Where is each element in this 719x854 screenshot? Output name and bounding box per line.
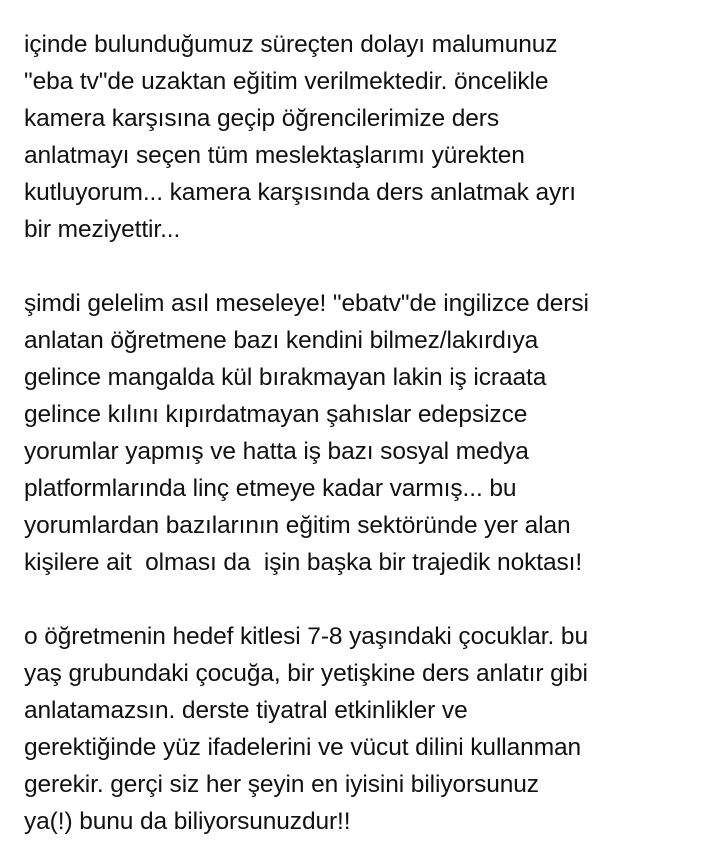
text-line: gerektiğinde yüz ifadelerini ve vücut dilini kullanman: [24, 734, 582, 761]
paragraph-3: [24, 618, 719, 840]
text-line: şimdi gelelim asıl meseleye! "ebatv"de ingilizce dersi: [24, 290, 589, 317]
paragraph-1: [24, 26, 719, 248]
text-line: bir meziyettir...: [24, 216, 181, 243]
text-line: kişilere ait olması da işin başka bir trajedik noktası!: [24, 549, 583, 576]
text-line: platformlarında linç etmeye kadar varmış... bu: [24, 475, 517, 502]
text-line: yorumlardan bazılarının eğitim sektöründe yer alan: [24, 512, 571, 539]
text-line: gelince kılını kıpırdatmayan şahıslar edepsizce: [24, 401, 528, 428]
text-line: gelince mangalda kül bırakmayan lakin iş icraata: [24, 364, 547, 391]
text-line: anlatmayı seçen tüm meslektaşlarımı yürekten: [24, 142, 525, 169]
text-line: anlatamazsın. derste tiyatral etkinlikler ve: [24, 697, 468, 724]
paragraph-2: [24, 285, 719, 581]
text-line: yorumlar yapmış ve hatta iş bazı sosyal medya: [24, 438, 529, 465]
text-line: yaş grubundaki çocuğa, bir yetişkine ders anlatır gibi: [24, 660, 588, 687]
text-line: anlatan öğretmene bazı kendini bilmez/lakırdıya: [24, 327, 539, 354]
text-line: gerekir. gerçi siz her şeyin en iyisini biliyorsunuz: [24, 771, 539, 798]
text-line: kutluyorum... kamera karşısında ders anlatmak ayrı: [24, 179, 576, 206]
text-line: "eba tv"de uzaktan eğitim verilmektedir. öncelikle: [24, 68, 549, 95]
text-line: kamera karşısına geçip öğrencilerimize ders: [24, 105, 500, 132]
text-line: o öğretmenin hedef kitlesi 7-8 yaşındaki çocuklar. bu: [24, 623, 588, 650]
text-line: içinde bulunduğumuz süreçten dolayı malumunuz: [24, 31, 558, 58]
text-line: ya(!) bunu da biliyorsunuzdur!!: [24, 808, 351, 835]
